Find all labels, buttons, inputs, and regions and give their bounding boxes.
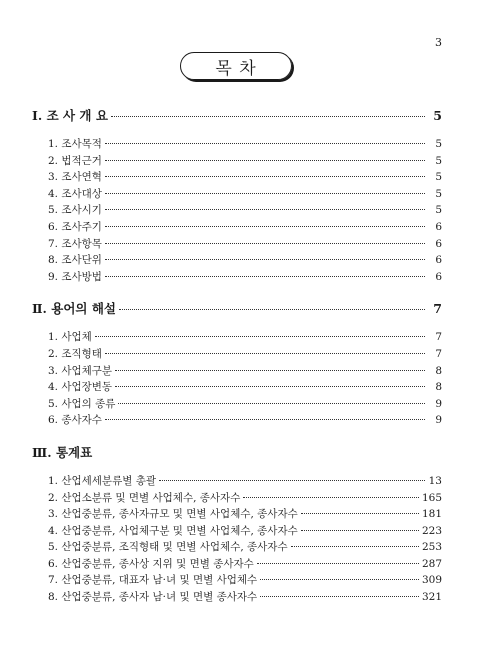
toc-entry-page: 165	[421, 491, 442, 504]
toc-entry-label: 조사항목	[61, 237, 102, 250]
toc-entry[interactable]	[32, 252, 442, 269]
toc-entry-number: 3.	[48, 508, 62, 521]
page-number: 3	[435, 36, 442, 49]
toc-entry-page: 5	[435, 171, 442, 184]
toc-entry-page: 6	[435, 220, 442, 233]
dot-leader	[111, 116, 425, 117]
toc-entry[interactable]	[32, 412, 442, 429]
dot-leader	[119, 309, 425, 310]
toc-section	[32, 106, 442, 299]
toc-entry-page: 9	[435, 414, 442, 427]
dot-leader	[243, 497, 419, 498]
dot-leader	[105, 160, 425, 161]
toc-entry-page: 5	[435, 154, 442, 167]
toc-entry-number: 6.	[48, 557, 62, 570]
toc-entry-label: 산업중분류, 대표자 남·녀 및 면별 사업체수	[61, 574, 258, 587]
toc-entry-page: 5	[435, 204, 442, 217]
dot-leader	[260, 596, 419, 597]
toc-entry-label: 산업중분류, 사업체구분 및 면별 사업체수, 종사자수	[61, 524, 298, 537]
toc-entry[interactable]	[32, 329, 442, 346]
toc-entry-number: 7.	[48, 574, 62, 587]
dot-leader	[105, 419, 425, 420]
toc-entry-page: 6	[435, 237, 442, 250]
toc-entry[interactable]	[32, 236, 442, 253]
toc-section-heading[interactable]	[32, 299, 442, 319]
toc-entry[interactable]	[32, 153, 442, 170]
toc-entry-label: 사업체	[61, 331, 92, 344]
toc-entry[interactable]	[32, 539, 442, 556]
toc-entry-page: 7	[435, 347, 442, 360]
toc-entry-number: 2.	[48, 491, 62, 504]
toc-entry[interactable]	[32, 219, 442, 236]
toc-entry-page: 253	[421, 541, 442, 554]
toc-entry-label: 조사연혁	[61, 171, 102, 184]
toc-entry-number: 7.	[48, 237, 62, 250]
toc-entry[interactable]	[32, 169, 442, 186]
toc-entry-page: 8	[435, 381, 442, 394]
dot-leader	[260, 579, 419, 580]
toc-entry-label: 사업의 종류	[61, 397, 116, 410]
toc-entry-page: 7	[433, 301, 442, 317]
toc-entry[interactable]	[32, 556, 442, 573]
toc-entry[interactable]	[32, 346, 442, 363]
dot-leader	[301, 530, 419, 531]
toc-entry-page: 6	[435, 270, 442, 283]
dot-leader	[105, 243, 425, 244]
toc-entry-label: 조사방법	[61, 270, 102, 283]
toc-entry-page: 223	[421, 524, 442, 537]
dot-leader	[118, 403, 425, 404]
toc-entry[interactable]	[32, 506, 442, 523]
table-of-contents	[32, 106, 442, 606]
toc-entry-label: 조 사 개 요	[46, 108, 108, 123]
dot-leader	[105, 226, 425, 227]
toc-entry-number: 4.	[48, 524, 62, 537]
toc-entry[interactable]	[32, 396, 442, 413]
toc-entry-number: 1.	[48, 331, 62, 344]
toc-section-heading[interactable]	[32, 106, 442, 126]
toc-entry-number: 6.	[48, 220, 62, 233]
toc-entry-label: 산업중분류, 조직형태 및 면별 사업체수, 종사자수	[61, 541, 288, 554]
toc-entry-page: 5	[435, 187, 442, 200]
toc-entry-number: Ⅲ.	[32, 444, 56, 460]
toc-entry-label: 조사대상	[61, 187, 102, 200]
toc-entry-label: 산업중분류, 종사자 남·녀 및 면별 종사자수	[61, 591, 258, 604]
dot-leader	[257, 563, 419, 564]
toc-entry-label: 조사목적	[61, 138, 102, 150]
toc-entry-number: 3.	[48, 171, 62, 184]
toc-entry-page: 8	[435, 364, 442, 377]
toc-entry-label: 사업장변동	[61, 381, 113, 394]
dot-leader	[115, 386, 425, 387]
toc-entry-number: 9.	[48, 270, 62, 283]
toc-entry[interactable]	[32, 379, 442, 396]
toc-entry-label: 산업세세분류별 총괄	[61, 474, 156, 487]
dot-leader	[105, 143, 425, 144]
toc-entry-number: 1.	[48, 474, 62, 487]
toc-section	[32, 443, 442, 606]
toc-entry-number: 8.	[48, 591, 62, 604]
toc-entry-number: 2.	[48, 154, 62, 167]
toc-entry-label: 통계표	[55, 444, 93, 460]
dot-leader	[105, 176, 425, 177]
toc-entry-page: 321	[421, 591, 442, 604]
toc-entry-number: 2.	[48, 347, 62, 360]
toc-entry-label: 종사자수	[61, 414, 102, 427]
dot-leader	[105, 193, 425, 194]
toc-entry-number: 6.	[48, 414, 62, 427]
toc-entry-label: 조사시기	[61, 204, 102, 217]
toc-entry-label: 산업소분류 및 면별 사업체수, 종사자수	[61, 491, 241, 504]
toc-entry-label: 용어의 해설	[51, 301, 116, 317]
dot-leader	[115, 370, 425, 371]
dot-leader	[301, 513, 419, 514]
dot-leader	[105, 259, 425, 260]
toc-entry-label: 조사단위	[61, 254, 102, 267]
toc-entry[interactable]	[32, 523, 442, 540]
toc-entry-page: 287	[421, 557, 442, 570]
toc-entry[interactable]	[32, 202, 442, 219]
toc-entry-number: 3.	[48, 364, 62, 377]
toc-entry-number: 1.	[48, 138, 62, 150]
toc-entry-page: 13	[428, 474, 442, 487]
toc-entry-page: 5	[435, 138, 442, 150]
toc-entry-label: 조직형태	[61, 347, 102, 360]
toc-entry-label: 산업중분류, 종사자규모 및 면별 사업체수, 종사자수	[61, 508, 298, 521]
toc-entry[interactable]	[32, 589, 442, 606]
toc-entry-number: 4.	[48, 381, 62, 394]
toc-entry-number: Ⅰ.	[32, 108, 47, 123]
toc-entry[interactable]	[32, 490, 442, 507]
toc-entry-number: 8.	[48, 254, 62, 267]
page-title: 목 차	[180, 52, 292, 80]
toc-entry-label: 법적근거	[61, 154, 102, 167]
dot-leader	[105, 276, 425, 277]
toc-entry[interactable]	[32, 136, 442, 153]
toc-entry-page: 7	[435, 331, 442, 344]
dot-leader	[159, 480, 425, 481]
dot-leader	[105, 353, 425, 354]
dot-leader	[95, 336, 425, 337]
toc-entry-page: 9	[435, 397, 442, 410]
toc-entry[interactable]	[32, 269, 442, 286]
dot-leader	[291, 546, 419, 547]
toc-entry[interactable]	[32, 473, 442, 490]
toc-entry[interactable]	[32, 186, 442, 203]
toc-entry-number: 4.	[48, 187, 62, 200]
toc-entry-label: 사업체구분	[61, 364, 113, 377]
toc-entry-page: 5	[433, 108, 442, 123]
toc-entry[interactable]	[32, 572, 442, 589]
toc-section-heading[interactable]	[32, 443, 442, 463]
toc-section	[32, 299, 442, 443]
toc-entry-page: 309	[421, 574, 442, 587]
dot-leader	[105, 209, 425, 210]
toc-entry-page: 6	[435, 254, 442, 267]
toc-entry-number: 5.	[48, 541, 62, 554]
toc-entry-label: 조사주기	[61, 220, 102, 233]
toc-entry[interactable]	[32, 363, 442, 380]
toc-entry-page: 181	[421, 508, 442, 521]
toc-entry-number: Ⅱ.	[32, 301, 52, 317]
toc-entry-number: 5.	[48, 204, 62, 217]
toc-entry-number: 5.	[48, 397, 62, 410]
toc-entry-label: 산업중분류, 종사상 지위 및 면별 종사자수	[61, 557, 254, 570]
